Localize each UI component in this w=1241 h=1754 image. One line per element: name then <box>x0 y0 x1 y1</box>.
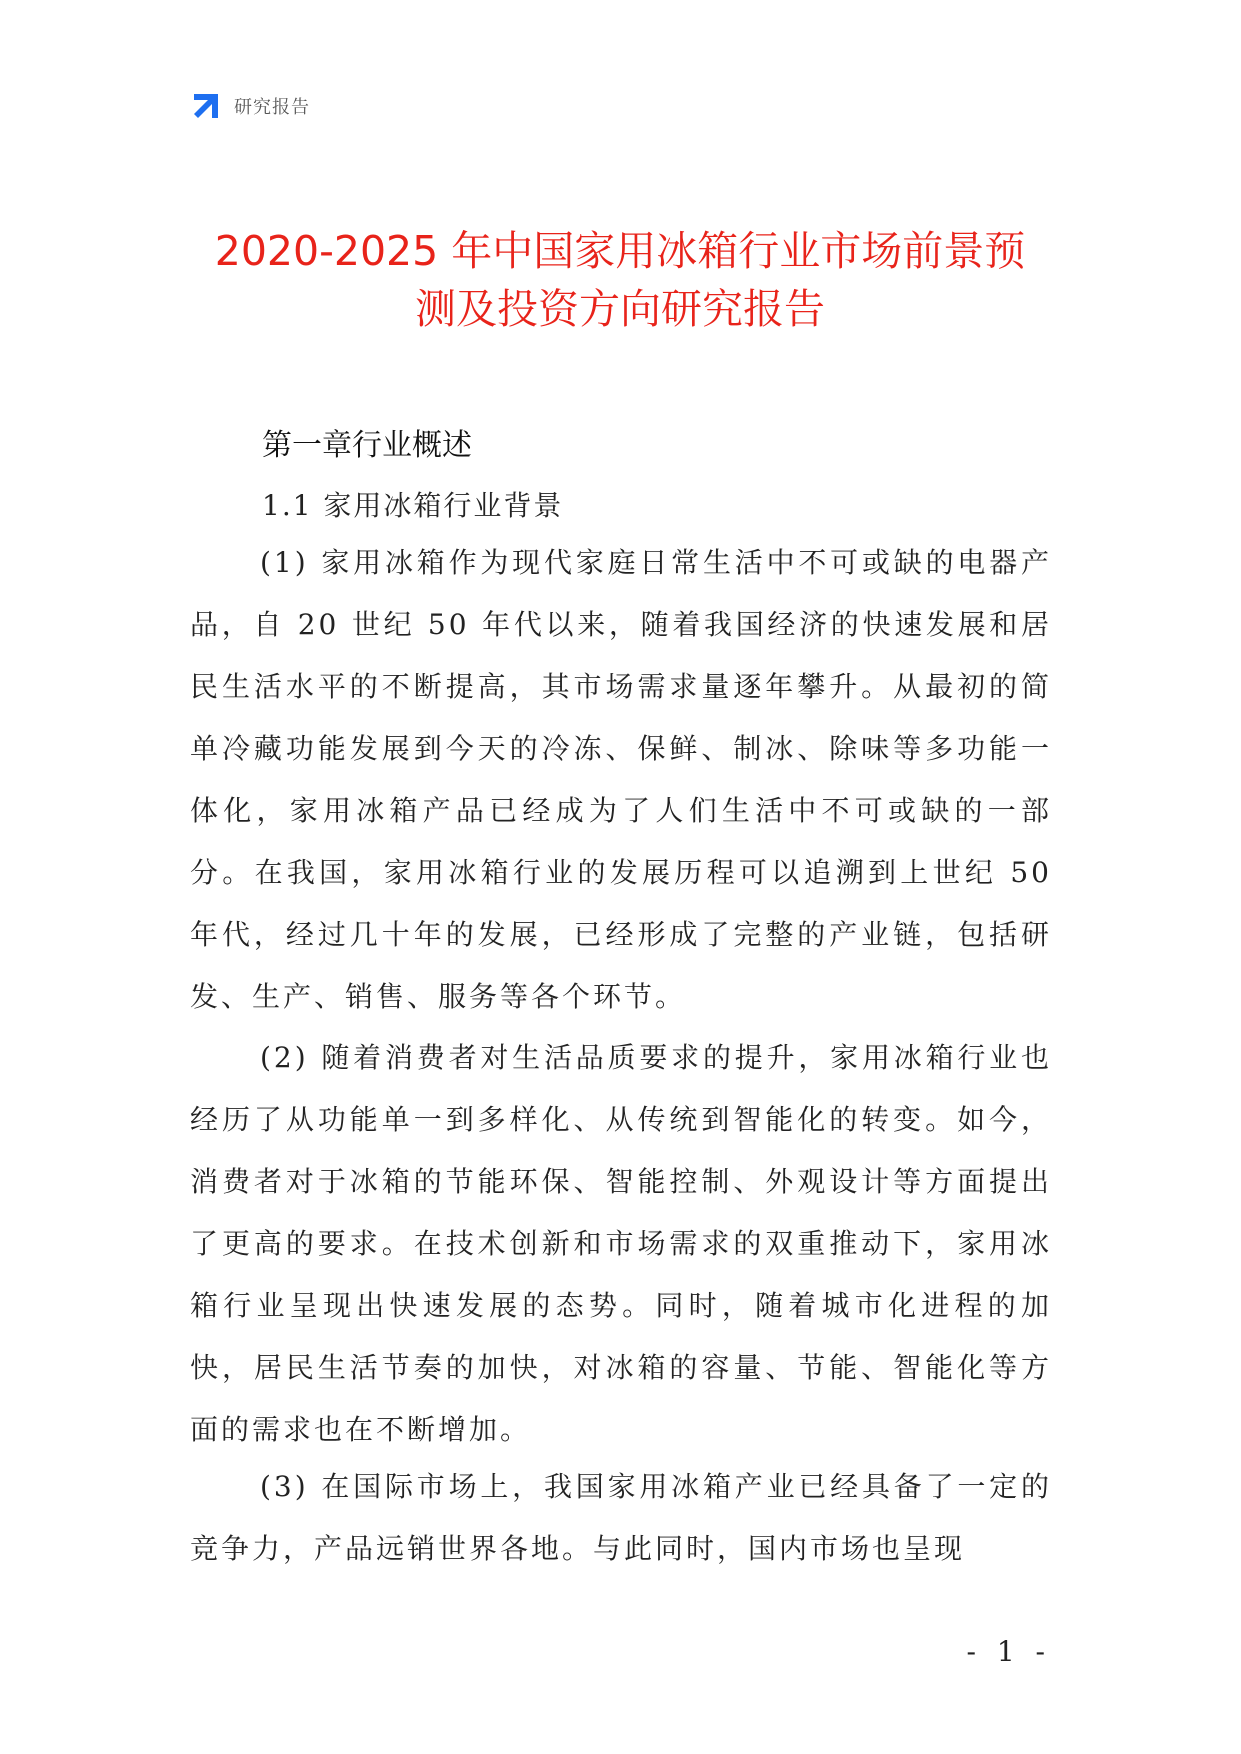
report-title-line-1: 2020-2025 年中国家用冰箱行业市场前景预 <box>214 227 1026 275</box>
paragraph-1: (1) 家用冰箱作为现代家庭日常生活中不可或缺的电器产品，自 20 世纪 50 年代以来，随着我国经济的快速发展和居民生活水平的不断提高，其市场需求量逐年攀升。从最初的简单冷藏功能发展到今天的冷冻、保鲜、制冰、除味等多功能一体化，家用冰箱产品已经成为了人们生活中不可或缺的一部分。在我国，家用冰箱行业的发展历程可以追溯到上世纪 50 年代，经过几十年的发展，已经形成了完整的产业链，包括研发、生产、销售、服务等各个环节。 <box>190 546 1052 1013</box>
page-number: - 1 - <box>966 1635 1051 1668</box>
chapter-heading: 第一章行业概述 <box>262 428 472 463</box>
report-title-line-2: 测及投资方向研究报告 <box>415 285 825 333</box>
paragraph-3: (3) 在国际市场上，我国家用冰箱产业已经具备了一定的竞争力，产品远销世界各地。与此同时，国内市场也呈现 <box>190 1470 1052 1565</box>
paragraph-2: (2) 随着消费者对生活品质要求的提升，家用冰箱行业也经历了从功能单一到多样化、从传统到智能化的转变。如今，消费者对于冰箱的节能环保、智能控制、外观设计等方面提出了更高的要求。在技术创新和市场需求的双重推动下，家用冰箱行业呈现出快速发展的态势。同时，随着城市化进程的加快，居民生活节奏的加快，对冰箱的容量、节能、智能化等方面的需求也在不断增加。 <box>190 1041 1052 1446</box>
page-header <box>190 88 310 124</box>
header-label: 研究报告 <box>234 97 310 118</box>
arrow-up-right-icon <box>190 90 222 122</box>
section-heading: 1.1 家用冰箱行业背景 <box>262 489 564 522</box>
